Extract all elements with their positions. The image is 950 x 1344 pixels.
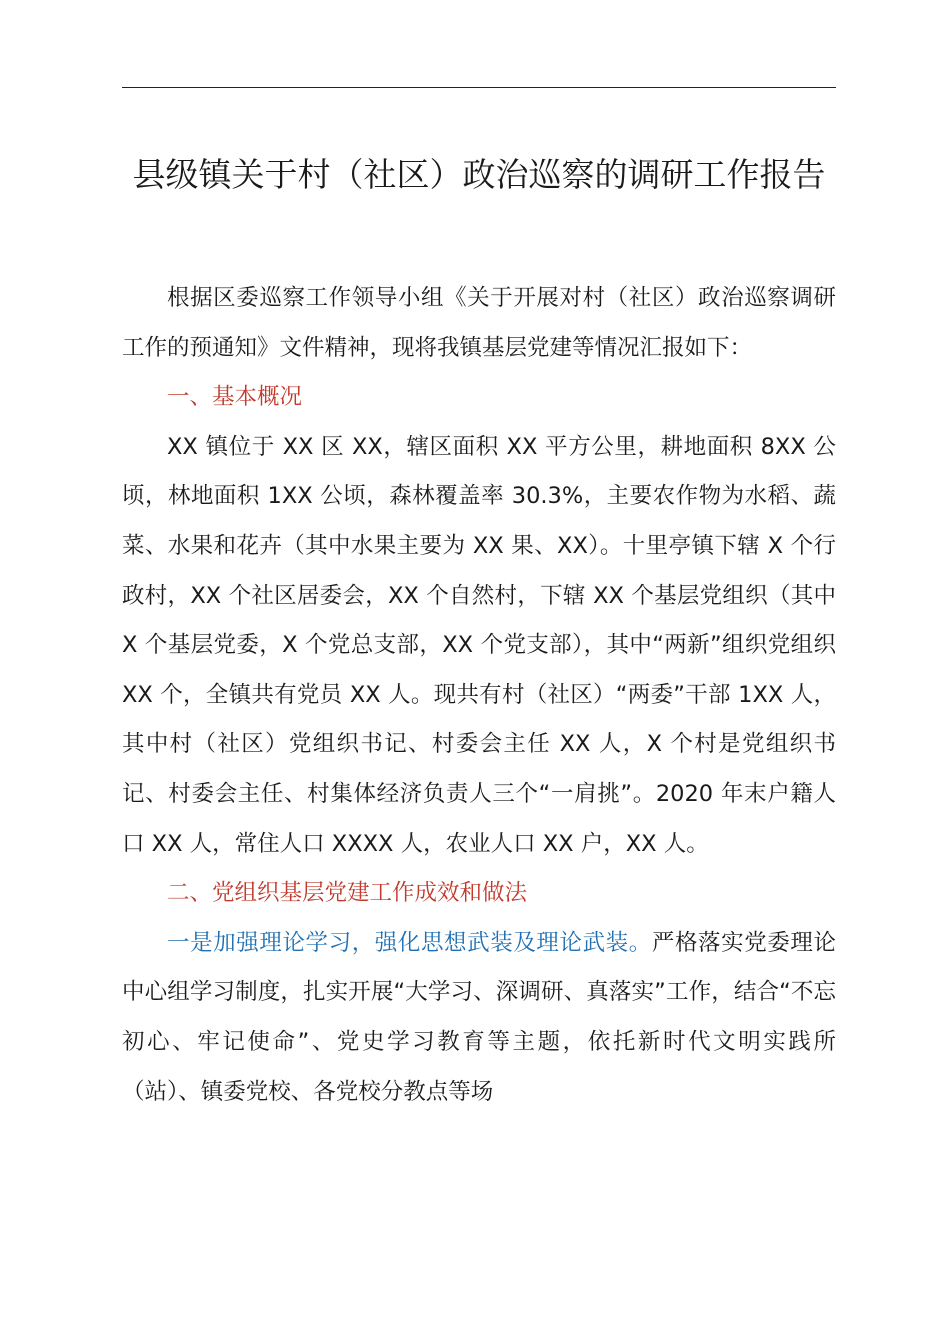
- section-heading-party-building: 二、党组织基层党建工作成效和做法: [167, 880, 528, 907]
- party-building-paragraph: [122, 919, 836, 1117]
- intro-paragraph: 根据区委巡察工作领导小组《关于开展对村（社区）政治巡察调研工作的预通知》文件精神，现将我镇基层党建等情况汇报如下：: [122, 285, 836, 361]
- paragraph-lead-sentence: 一是加强理论学习，强化思想武装及理论武装。: [167, 929, 652, 956]
- document-title: 县级镇关于村（社区）政治巡察的调研工作报告: [132, 155, 826, 194]
- paragraph-body-text: 严格落实党委理论中心组学习制度，扎实开展“大学习、深调研、真落实”工作，结合“不忘初心、牢记使命”、党史学习教育等主题，依托新时代文明实践所（站）、镇委党校、各党校分教点等场: [122, 929, 836, 1105]
- document-body: [122, 274, 836, 1117]
- basic-overview-paragraph: XX 镇位于 XX 区 XX，辖区面积 XX 平方公里，耕地面积 8XX 公顷，林地面积 1XX 公顷，森林覆盖率 30.3%，主要农作物为水稻、蔬菜、水果和花卉（其中水果主要为 XX 果、XX）。十里亭镇下辖 X 个行政村，XX 个社区居委会，XX 个自然村，下辖 XX 个基层党组织（其中 X 个基层党委，X 个党总支部，XX 个党支部），其中“两新”组织党组织 XX 个，全镇共有党员 XX 人。现共有村（社区）“两委”干部 1XX 人，其中村（社区）党组织书记、村委会主任 XX 人，X 个村是党组织书记、村委会主任、村集体经济负责人三个“一肩挑”。2020 年末户籍人口 XX 人，常住人口 XXXX 人，农业人口 XX 户，XX 人。: [122, 433, 836, 857]
- header-rule: [122, 87, 836, 88]
- section-heading-basic-overview: 一、基本概况: [167, 384, 303, 411]
